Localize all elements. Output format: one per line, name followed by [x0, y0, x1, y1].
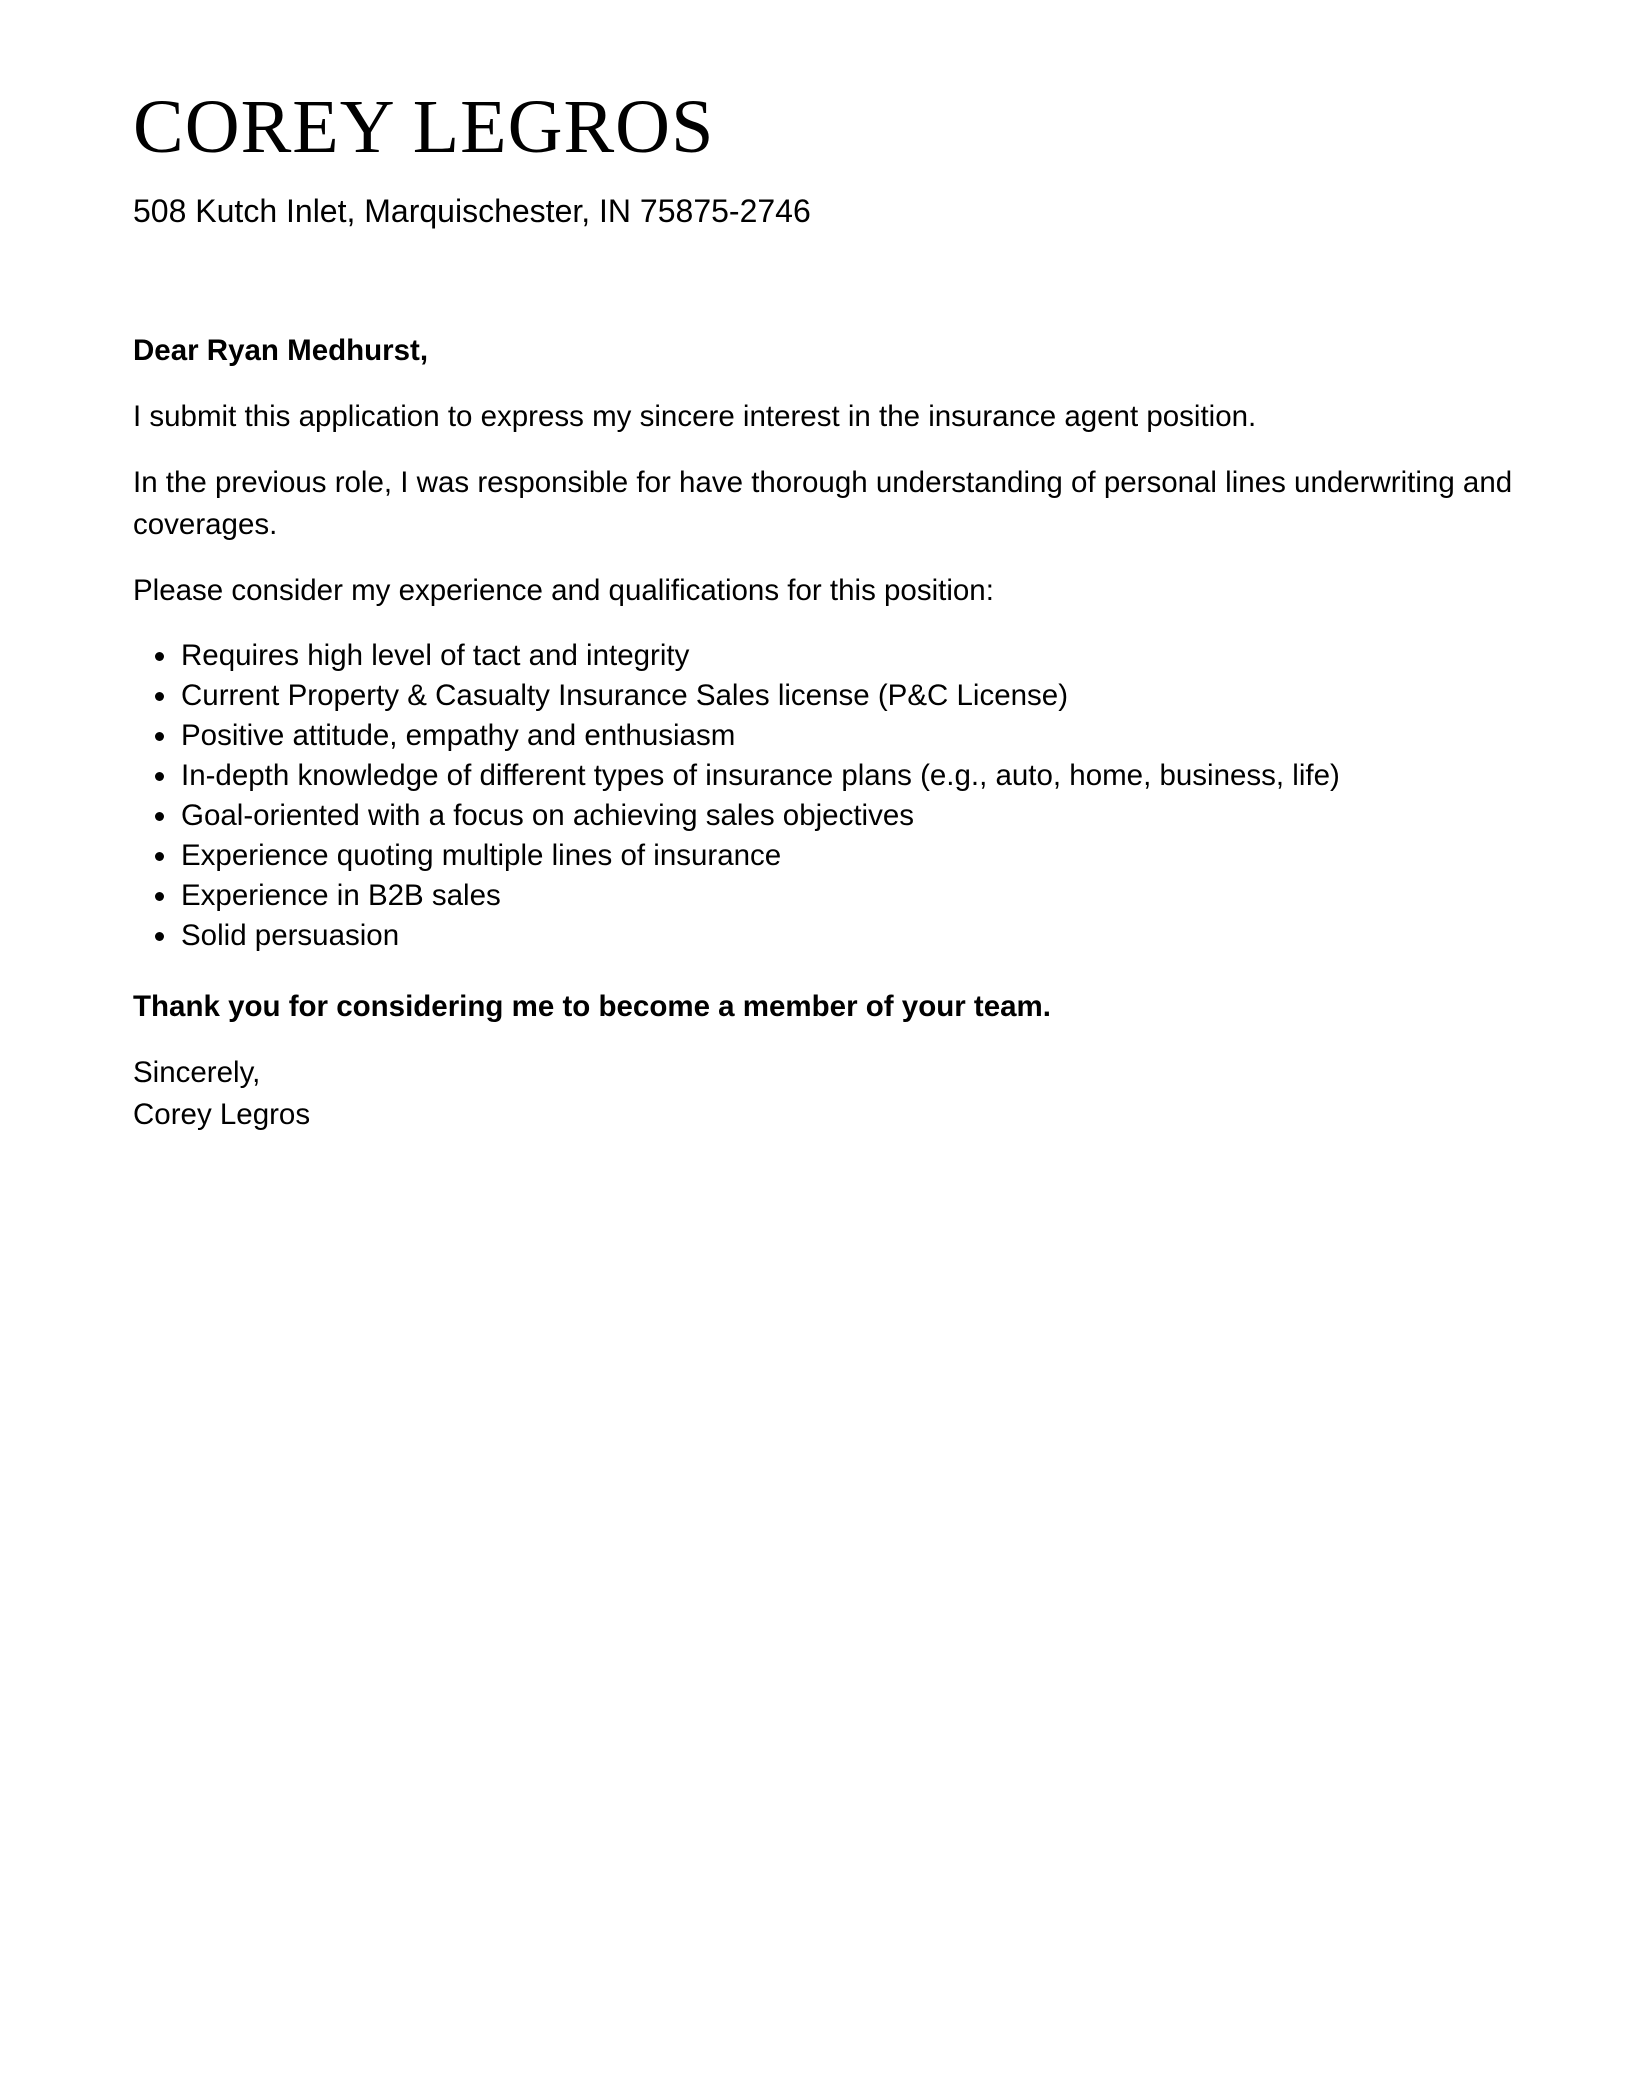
bullet-icon: [155, 652, 164, 661]
closing-line: Thank you for considering me to become a member of your team.: [133, 990, 1051, 1023]
qualification-text: Solid persuasion: [181, 919, 400, 952]
bullet-icon: [155, 812, 164, 821]
qualification-text: Goal-oriented with a focus on achieving sales objectives: [181, 799, 914, 832]
experience-paragraph: In the previous role, I was responsible for have thorough understanding of personal lines underwriting and coverages.: [133, 466, 1513, 541]
list-item: [133, 676, 1513, 716]
bullet-icon: [155, 692, 164, 701]
list-item: [133, 716, 1513, 756]
list-item: [133, 636, 1513, 676]
applicant-name: COREY LEGROS: [133, 85, 715, 169]
bullet-icon: [155, 892, 164, 901]
qualification-text: Requires high level of tact and integrity: [181, 639, 690, 672]
salutation: Dear Ryan Medhurst,: [133, 334, 429, 367]
bullet-icon: [155, 852, 164, 861]
bullet-icon: [155, 732, 164, 741]
qualifications-list: [133, 636, 1513, 956]
qualification-text: Current Property & Casualty Insurance Sales license (P&C License): [181, 679, 1069, 712]
qualification-text: Experience in B2B sales: [181, 879, 501, 912]
list-item: [133, 916, 1513, 956]
intro-paragraph: I submit this application to express my sincere interest in the insurance agent position.: [133, 400, 1257, 433]
qualification-text: In-depth knowledge of different types of insurance plans (e.g., auto, home, business, life): [181, 759, 1340, 792]
qualifications-intro: Please consider my experience and qualifications for this position:: [133, 574, 994, 607]
letter-body: [133, 330, 1513, 1136]
bullet-icon: [155, 772, 164, 781]
list-item: [133, 836, 1513, 876]
applicant-address: 508 Kutch Inlet, Marquischester, IN 75875-2746: [133, 193, 811, 229]
signature-name: Corey Legros: [133, 1098, 311, 1131]
list-item: [133, 876, 1513, 916]
signoff: Sincerely,: [133, 1056, 261, 1089]
qualification-text: Positive attitude, empathy and enthusiasm: [181, 719, 736, 752]
list-item: [133, 756, 1513, 796]
qualification-text: Experience quoting multiple lines of insurance: [181, 839, 782, 872]
list-item: [133, 796, 1513, 836]
bullet-icon: [155, 932, 164, 941]
